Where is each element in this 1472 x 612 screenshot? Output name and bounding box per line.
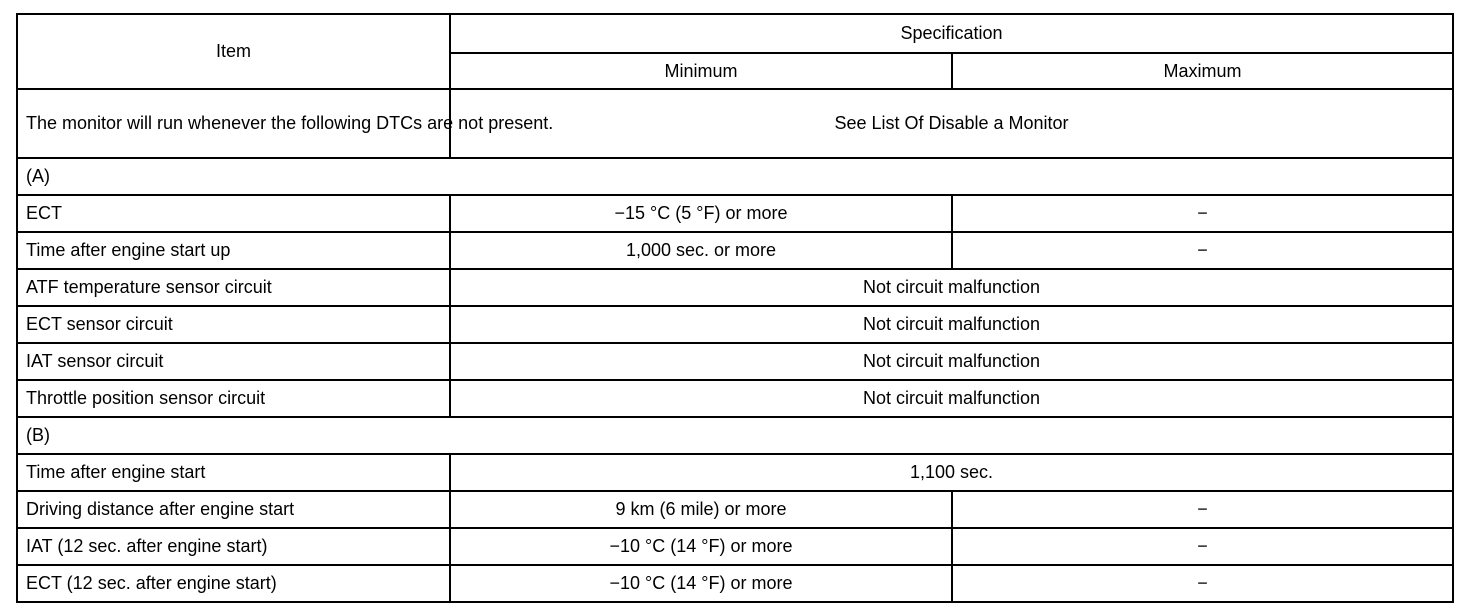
note-value: See List Of Disable a Monitor xyxy=(450,89,1453,158)
table-row xyxy=(17,380,1453,417)
item-cell: IAT (12 sec. after engine start) xyxy=(17,528,450,565)
table-row xyxy=(17,195,1453,232)
minimum-cell: 1,000 sec. or more xyxy=(450,232,952,269)
maximum-cell: − xyxy=(952,491,1453,528)
note-item: The monitor will run whenever the following DTCs are not present. xyxy=(17,89,450,158)
section-header-row xyxy=(17,158,1453,195)
maximum-cell: − xyxy=(952,528,1453,565)
specification-column-header: Specification xyxy=(450,14,1453,53)
minimum-cell: 9 km (6 mile) or more xyxy=(450,491,952,528)
value-cell: Not circuit malfunction xyxy=(450,306,1453,343)
table-row xyxy=(17,232,1453,269)
header-row xyxy=(17,14,1453,53)
item-column-header: Item xyxy=(17,14,450,89)
maximum-column-header: Maximum xyxy=(952,53,1453,89)
value-cell: Not circuit malfunction xyxy=(450,269,1453,306)
item-cell: Time after engine start xyxy=(17,454,450,491)
value-cell: Not circuit malfunction xyxy=(450,380,1453,417)
section-header-row xyxy=(17,417,1453,454)
item-cell: ECT xyxy=(17,195,450,232)
note-row xyxy=(17,89,1453,158)
item-cell: ECT (12 sec. after engine start) xyxy=(17,565,450,602)
maximum-cell: − xyxy=(952,565,1453,602)
value-cell: 1,100 sec. xyxy=(450,454,1453,491)
minimum-cell: −15 °C (5 °F) or more xyxy=(450,195,952,232)
minimum-cell: −10 °C (14 °F) or more xyxy=(450,528,952,565)
table-row xyxy=(17,454,1453,491)
item-cell: Driving distance after engine start xyxy=(17,491,450,528)
item-cell: Throttle position sensor circuit xyxy=(17,380,450,417)
item-cell: Time after engine start up xyxy=(17,232,450,269)
table-row xyxy=(17,343,1453,380)
section-label: (B) xyxy=(17,417,1453,454)
table-row xyxy=(17,491,1453,528)
table-row xyxy=(17,306,1453,343)
specification-table xyxy=(16,13,1454,603)
minimum-cell: −10 °C (14 °F) or more xyxy=(450,565,952,602)
item-cell: ATF temperature sensor circuit xyxy=(17,269,450,306)
table-row xyxy=(17,565,1453,602)
minimum-column-header: Minimum xyxy=(450,53,952,89)
value-cell: Not circuit malfunction xyxy=(450,343,1453,380)
maximum-cell: − xyxy=(952,195,1453,232)
section-label: (A) xyxy=(17,158,1453,195)
item-cell: IAT sensor circuit xyxy=(17,343,450,380)
item-cell: ECT sensor circuit xyxy=(17,306,450,343)
table-row xyxy=(17,528,1453,565)
maximum-cell: − xyxy=(952,232,1453,269)
table-row xyxy=(17,269,1453,306)
